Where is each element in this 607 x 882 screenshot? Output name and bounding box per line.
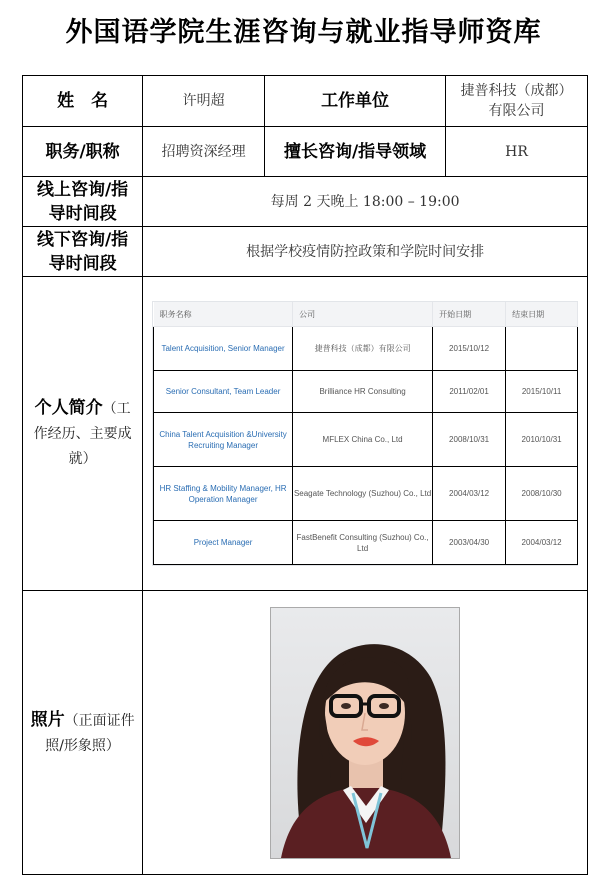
position-label: 职务/职称 xyxy=(23,127,143,177)
portrait-illustration xyxy=(271,608,459,858)
online-value: 每周 2 天晚上 18:00 – 19:00 xyxy=(143,177,588,227)
name-value: 许明超 xyxy=(143,76,265,127)
profile-content xyxy=(143,277,588,591)
header-start: 开始日期 xyxy=(433,302,506,327)
page-title: 外国语学院生涯咨询与就业指导师资库 xyxy=(65,17,542,48)
job-end: 2015/10/11 xyxy=(506,371,578,413)
photo-cell xyxy=(143,591,588,875)
profile-label xyxy=(23,277,143,591)
job-start: 2003/04/30 xyxy=(433,521,506,565)
job-company: Brilliance HR Consulting xyxy=(293,371,433,413)
row-position xyxy=(23,127,588,177)
profile-label-main: 个人简介 xyxy=(34,398,103,418)
job-start: 2004/03/12 xyxy=(433,467,506,521)
job-title[interactable]: Project Manager xyxy=(154,521,293,565)
row-profile xyxy=(23,277,588,591)
experience-screenshot xyxy=(152,301,578,566)
header-company: 公司 xyxy=(293,302,433,327)
field-label: 擅长咨询/指导领域 xyxy=(265,127,446,177)
job-end: 2010/10/31 xyxy=(506,413,578,467)
profile-photo xyxy=(270,607,460,859)
field-value: HR xyxy=(446,127,588,177)
job-company: FastBenefit Consulting (Suzhou) Co., Ltd xyxy=(293,521,433,565)
job-end xyxy=(506,327,578,371)
row-offline xyxy=(23,227,588,277)
job-company: 捷普科技（成都）有限公司 xyxy=(293,327,433,371)
row-photo xyxy=(23,591,588,875)
job-title[interactable]: China Talent Acquisition &University Recruiting Manager xyxy=(154,413,293,467)
job-company: MFLEX China Co., Ltd xyxy=(293,413,433,467)
job-title[interactable]: Talent Acquisition, Senior Manager xyxy=(154,327,293,371)
experience-table xyxy=(153,302,578,565)
experience-row xyxy=(154,371,578,413)
job-end: 2004/03/12 xyxy=(506,521,578,565)
position-value: 招聘资深经理 xyxy=(143,127,265,177)
photo-label-main: 照片 xyxy=(30,709,65,730)
header-title: 职务名称 xyxy=(154,302,293,327)
row-online xyxy=(23,177,588,227)
job-end: 2008/10/30 xyxy=(506,467,578,521)
job-start: 2008/10/31 xyxy=(433,413,506,467)
employer-label: 工作单位 xyxy=(265,76,446,127)
profile-table xyxy=(22,75,588,875)
photo-label-sub: （正面证件照/形象照） xyxy=(45,712,135,754)
job-start: 2015/10/12 xyxy=(433,327,506,371)
profile-label-sub: （工作经历、主要成就） xyxy=(33,401,132,467)
experience-row xyxy=(154,467,578,521)
row-name xyxy=(23,76,588,127)
employer-value: 捷普科技（成都）有限公司 xyxy=(446,76,588,127)
header-end: 结束日期 xyxy=(506,302,578,327)
online-label: 线上咨询/指导时间段 xyxy=(23,177,143,227)
job-company: Seagate Technology (Suzhou) Co., Ltd xyxy=(293,467,433,521)
photo-label xyxy=(23,591,143,875)
job-title[interactable]: Senior Consultant, Team Leader xyxy=(154,371,293,413)
name-label: 姓 名 xyxy=(23,76,143,127)
experience-row xyxy=(154,521,578,565)
job-title[interactable]: HR Staffing & Mobility Manager, HR Operation Manager xyxy=(154,467,293,521)
offline-label: 线下咨询/指导时间段 xyxy=(23,227,143,277)
job-start: 2011/02/01 xyxy=(433,371,506,413)
offline-value: 根据学校疫情防控政策和学院时间安排 xyxy=(143,227,588,277)
experience-row xyxy=(154,327,578,371)
experience-row xyxy=(154,413,578,467)
